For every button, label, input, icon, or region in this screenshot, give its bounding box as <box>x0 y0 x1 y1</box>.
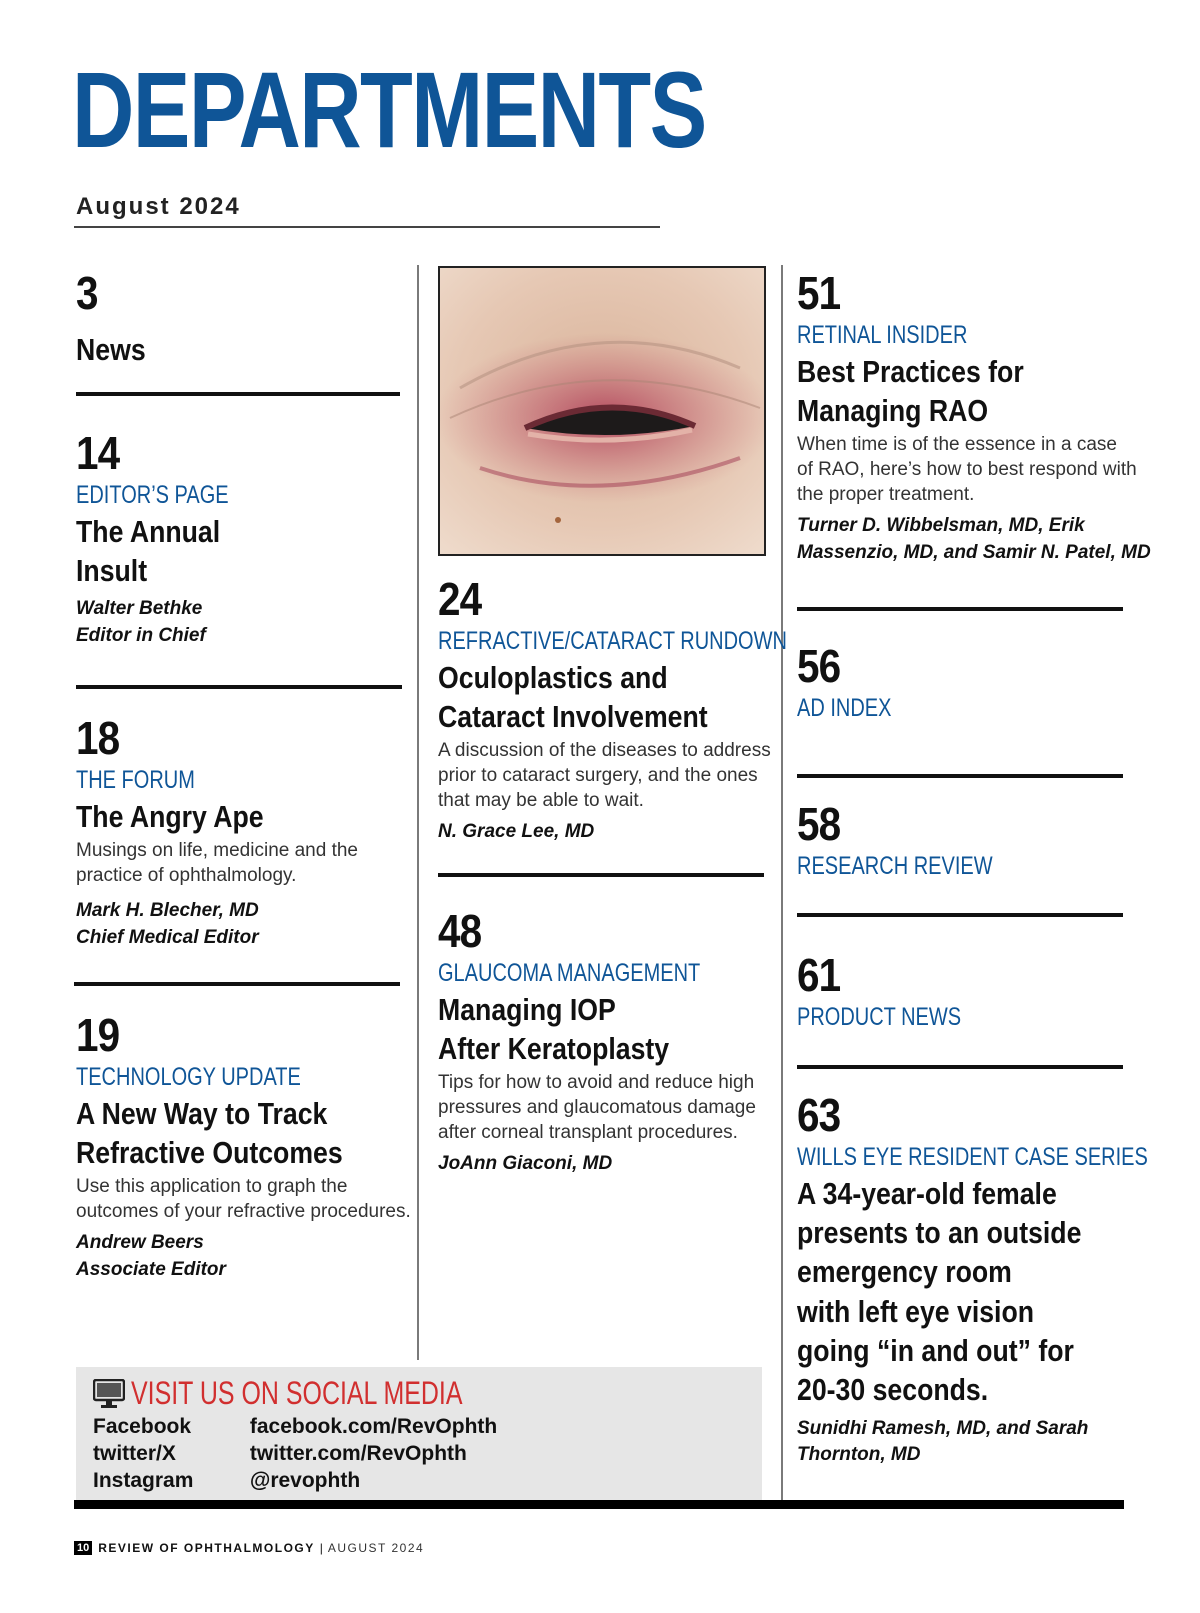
article-description-line: pressures and glaucomatous damage <box>438 1097 756 1119</box>
footer-separator: | <box>319 1541 323 1555</box>
article-title <box>438 658 813 737</box>
article-title <box>797 352 1101 431</box>
article-description-line: practice of ophthalmology. <box>76 864 297 886</box>
page-number-label: 24 <box>438 573 482 625</box>
article-title <box>76 797 319 836</box>
article-description-line: Musings on life, medicine and the <box>76 839 358 861</box>
article-title-line: Cataract Involvement <box>438 698 708 734</box>
department-entry[interactable] <box>797 640 915 723</box>
section-divider <box>76 685 402 689</box>
article-author-line: Mark H. Blecher, MD <box>76 900 259 922</box>
article-title-line: going “in and out” for <box>797 1332 1074 1368</box>
article-description <box>76 1174 411 1224</box>
article-description-line: Tips for how to avoid and reduce high <box>438 1072 755 1094</box>
article-description-line: outcomes of your refractive procedures. <box>76 1201 411 1223</box>
article-description-line: after corneal transplant procedures. <box>438 1122 738 1144</box>
social-platform: twitter/X <box>93 1442 176 1465</box>
page-number-label: 3 <box>76 267 98 319</box>
article-author-line: Chief Medical Editor <box>76 926 259 948</box>
article-author-line: Editor in Chief <box>76 624 206 646</box>
page-number-label: 63 <box>797 1089 841 1141</box>
article-title <box>76 512 240 591</box>
section-divider <box>438 873 764 877</box>
column-divider-left <box>417 265 419 1360</box>
article-author-line: Sunidhi Ramesh, MD, and Sarah <box>797 1417 1089 1439</box>
article-author-line: Thornton, MD <box>797 1444 921 1466</box>
article-title-line: The Angry Ape <box>76 798 264 834</box>
article-author <box>76 1230 411 1283</box>
social-link[interactable]: twitter.com/RevOphth <box>249 1442 467 1465</box>
social-media-box <box>76 1367 762 1501</box>
section-divider <box>76 392 400 396</box>
article-author-line: JoAnn Giaconi, MD <box>438 1153 613 1175</box>
article-author-line: Walter Bethke <box>76 598 203 620</box>
department-label: AD INDEX <box>797 694 892 722</box>
department-label: WILLS EYE RESIDENT CASE SERIES <box>797 1143 1148 1171</box>
social-link[interactable]: @revophth <box>249 1469 361 1492</box>
eye-image <box>440 268 764 554</box>
department-label: THE FORUM <box>76 766 195 794</box>
article-description-line: of RAO, here’s how to best respond with <box>797 459 1137 481</box>
article-author-line: N. Grace Lee, MD <box>438 821 595 843</box>
article-description-line: the proper treatment. <box>797 484 975 506</box>
page-number-label: 51 <box>797 267 841 319</box>
page-number-label: 19 <box>76 1009 120 1061</box>
department-entry[interactable] <box>76 1009 411 1284</box>
page-number: 10 <box>74 1541 92 1555</box>
department-entry[interactable] <box>797 1089 1200 1469</box>
article-author-line: Turner D. Wibbelsman, MD, Erik <box>797 515 1085 537</box>
monitor-icon <box>93 1379 125 1409</box>
article-title <box>797 1174 1174 1410</box>
article-title-line: Oculoplastics and <box>438 659 668 695</box>
article-description <box>797 432 1151 507</box>
social-row-instagram <box>93 1469 360 1493</box>
issue-date: August 2024 <box>76 193 241 220</box>
article-title-line: The Annual <box>76 513 221 549</box>
article-description <box>438 1070 766 1145</box>
eyelid-photo <box>438 266 766 556</box>
article-author <box>76 596 267 649</box>
page-number-label: 14 <box>76 427 120 479</box>
page-number-label: 61 <box>797 949 841 1001</box>
article-author <box>797 1416 1200 1469</box>
article-description-line: When time is of the essence in a case <box>797 434 1117 456</box>
department-label: GLAUCOMA MANAGEMENT <box>438 959 701 987</box>
article-description-line: that may be able to wait. <box>438 790 644 812</box>
article-title-line: 20-30 seconds. <box>797 1372 989 1408</box>
bottom-divider <box>74 1500 1124 1509</box>
department-entry[interactable] <box>797 798 1041 881</box>
department-entry[interactable] <box>76 267 157 369</box>
department-entry[interactable] <box>797 267 1151 567</box>
article-author-line: Andrew Beers <box>76 1232 204 1254</box>
article-title <box>76 1094 364 1173</box>
section-divider <box>797 1065 1123 1069</box>
article-author-line: Massenzio, MD, and Samir N. Patel, MD <box>797 542 1151 564</box>
article-title-line: Managing RAO <box>797 392 989 428</box>
article-description <box>76 838 358 888</box>
article-author <box>76 898 358 951</box>
page-number-label: 18 <box>76 712 120 764</box>
article-title-line: with left eye vision <box>797 1293 1035 1329</box>
footer-date: AUGUST 2024 <box>327 1541 425 1555</box>
article-title-line: Managing IOP <box>438 991 616 1027</box>
page-number-label: 56 <box>797 640 841 692</box>
publication-name: REVIEW OF OPHTHALMOLOGY <box>98 1541 315 1555</box>
page-number-label: 58 <box>797 798 841 850</box>
social-row-facebook <box>93 1415 497 1439</box>
page-number-label: 48 <box>438 905 482 957</box>
department-entry[interactable] <box>797 949 1002 1032</box>
article-title-line: A 34-year-old female <box>797 1175 1057 1211</box>
department-entry[interactable] <box>76 427 267 649</box>
section-divider <box>797 913 1123 917</box>
article-title-line: Refractive Outcomes <box>76 1134 343 1170</box>
article-author <box>438 1151 766 1178</box>
social-platform: Facebook <box>93 1415 192 1438</box>
header-divider <box>74 226 660 228</box>
article-title-line: A New Way to Track <box>76 1095 328 1131</box>
social-row-twitter <box>93 1442 467 1466</box>
article-author <box>797 513 1151 566</box>
page-title: DEPARTMENTS <box>72 49 706 170</box>
department-label: PRODUCT NEWS <box>797 1003 962 1031</box>
department-label: RETINAL INSIDER <box>797 321 968 349</box>
department-entry[interactable] <box>76 712 358 951</box>
department-label: TECHNOLOGY UPDATE <box>76 1063 301 1091</box>
article-title-line: After Keratoplasty <box>438 1030 670 1066</box>
article-description-line: prior to cataract surgery, and the ones <box>438 765 758 787</box>
department-label: EDITOR’S PAGE <box>76 481 229 509</box>
column-divider-right <box>781 265 783 1500</box>
section-divider <box>74 982 400 986</box>
article-title-line: Best Practices for <box>797 353 1024 389</box>
article-description-line: A discussion of the diseases to address <box>438 740 771 762</box>
article-description-line: Use this application to graph the <box>76 1176 348 1198</box>
department-entry[interactable] <box>438 905 766 1178</box>
article-author-line: Associate Editor <box>76 1258 226 1280</box>
department-label: RESEARCH REVIEW <box>797 852 993 880</box>
social-link[interactable]: facebook.com/RevOphth <box>249 1415 498 1438</box>
article-title-line: Insult <box>76 552 148 588</box>
article-title-line: emergency room <box>797 1254 1012 1290</box>
department-label: REFRACTIVE/CATARACT RUNDOWN <box>438 627 787 655</box>
social-platform: Instagram <box>93 1469 194 1492</box>
article-title <box>76 330 146 369</box>
article-title-line: presents to an outside <box>797 1214 1082 1250</box>
article-title <box>438 990 720 1069</box>
social-heading: VISIT US ON SOCIAL MEDIA <box>131 1375 463 1411</box>
page-footer <box>74 1541 424 1555</box>
article-title-line: News <box>76 332 146 367</box>
